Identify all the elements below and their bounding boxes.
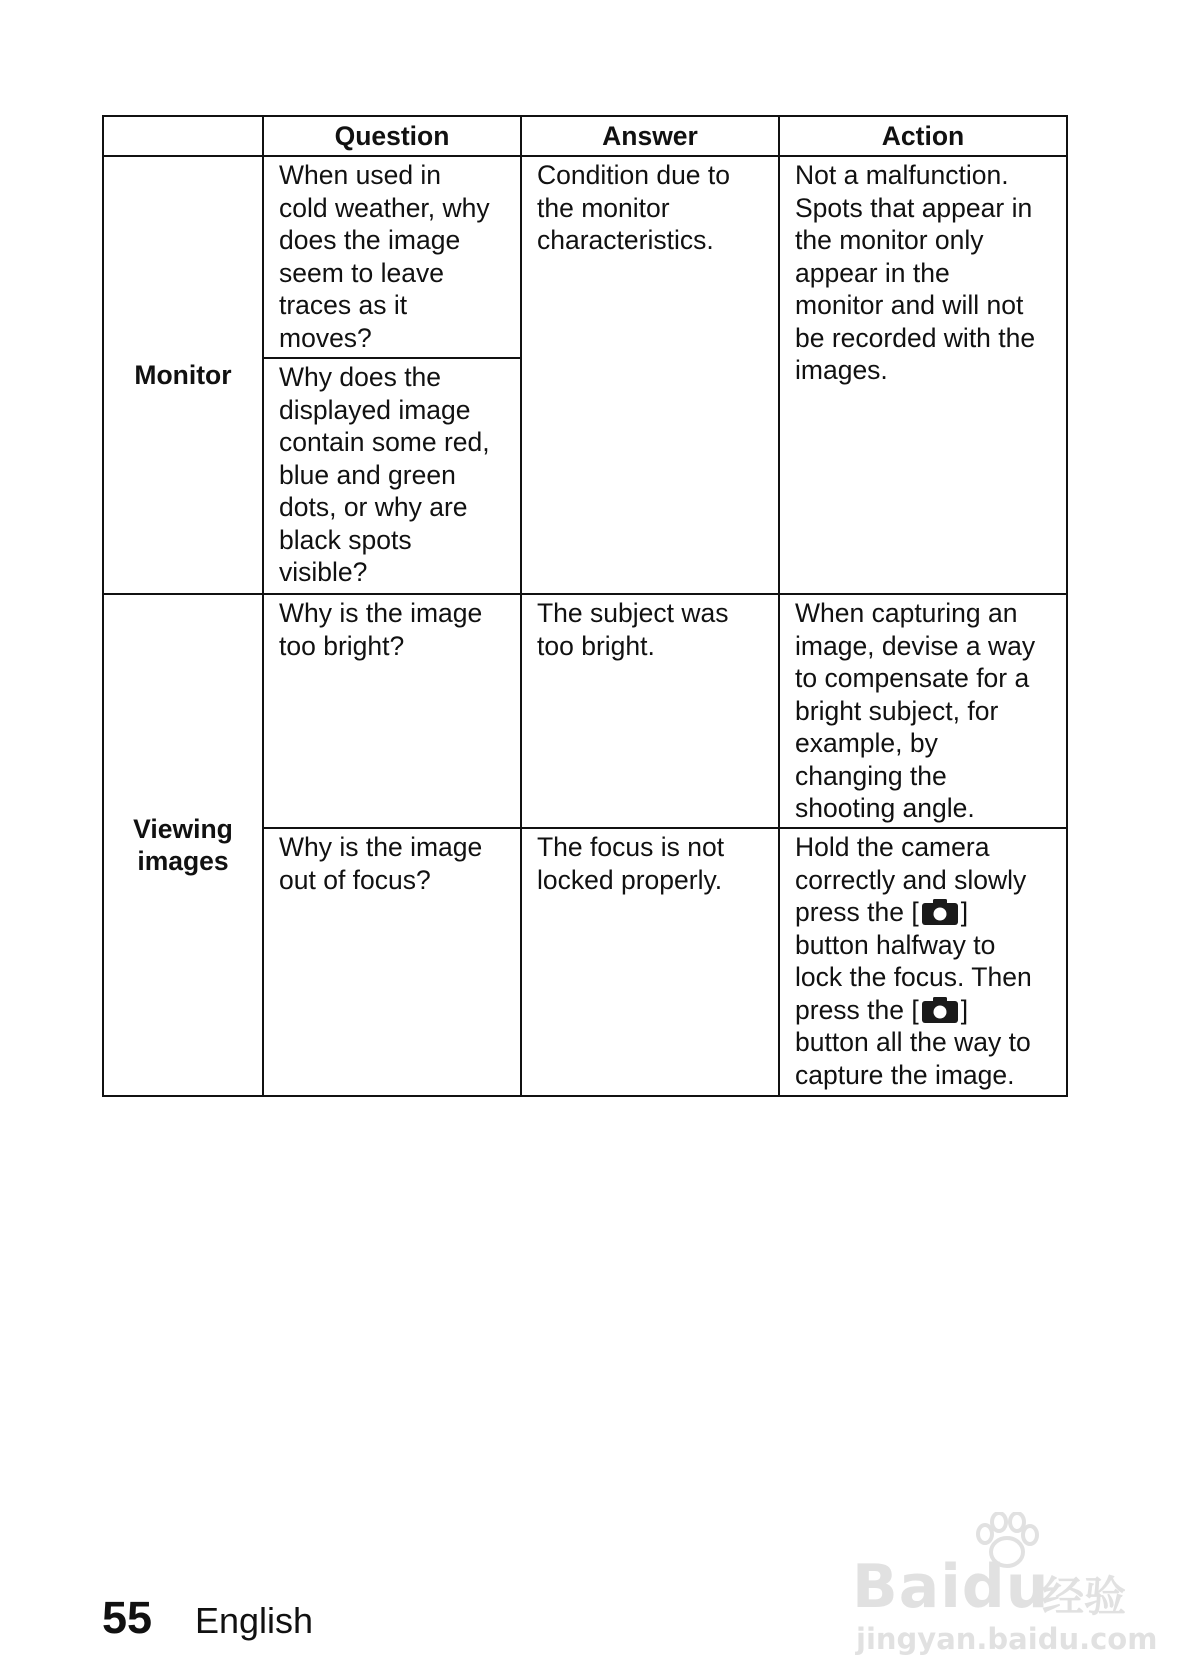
answer-cell: Condition due to the monitor characteristics. [521,156,779,594]
watermark-cn: 经验 [1042,1572,1127,1621]
header-action: Action [779,116,1067,156]
answer-cell: The focus is not locked properly. [521,828,779,1096]
action-text-part: ] button all the way to capture the image. [795,994,1031,1090]
action-cell [779,828,1067,1096]
action-text-part: Hold the camera correctly and slowly press the [ [795,832,1027,927]
question-cell: Why is the image too bright? [263,594,521,828]
watermark-url: jingyan.baidu.com [856,1622,1158,1656]
header-blank [103,116,263,156]
header-question: Question [263,116,521,156]
action-text-part: ] button halfway to lock the focus. Then press the [ [795,897,1032,1025]
camera-shutter-icon [921,898,959,926]
question-cell: When used in cold weather, why does the image seem to leave traces as it moves? [263,156,521,358]
page-number: 55 [102,1592,153,1643]
action-cell: Not a malfunction. Spots that appear in the monitor only appear in the monitor and will not be recorded with the images. [779,156,1067,594]
action-cell: When capturing an image, devise a way to compensate for a bright subject, for example, by changing the shooting angle. [779,594,1067,828]
question-cell: Why does the displayed image contain some red, blue and green dots, or why are black spots visible? [263,358,521,594]
troubleshooting-table [102,115,1068,1097]
category-monitor: Monitor [103,156,263,594]
watermark-logo [852,1512,1158,1662]
header-answer: Answer [521,116,779,156]
camera-shutter-icon [921,996,959,1024]
table-row [103,594,1067,828]
question-cell: Why is the image out of focus? [263,828,521,1096]
table-row [103,156,1067,358]
table-header-row [103,116,1067,156]
category-viewing-images: Viewing images [103,594,263,1096]
watermark-brand: Baidu [852,1552,1050,1622]
page-language: English [195,1600,314,1641]
answer-cell: The subject was too bright. [521,594,779,828]
